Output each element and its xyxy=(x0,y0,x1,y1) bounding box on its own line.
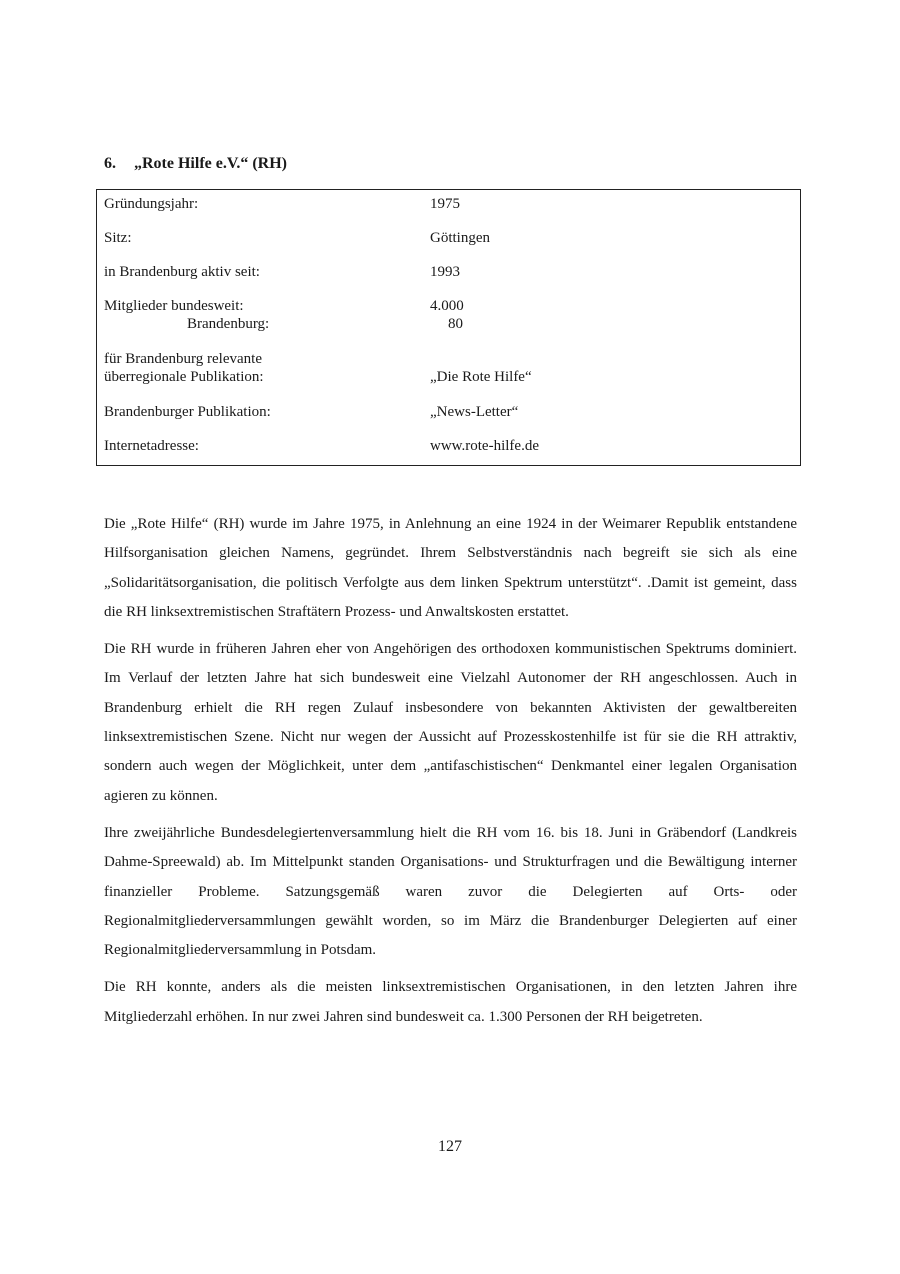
fact-label-publication xyxy=(104,350,264,386)
fact-value-founding: 1975 xyxy=(430,196,460,212)
paragraph: Ihre zweijährliche Bundesdelegiertenversammlung hielt die RH vom 16. bis 18. Juni in Gräbendorf (Landkreis Dahme-Spreewald) ab. Im Mittelpunkt standen Organisations- und Strukturfragen und die Bewältigung interner finanzieller Probleme. Satzungsgemäß waren zuvor die Delegierten auf Orts- oder Regionalmitgliederversammlungen gewählt worden, so im März die Brandenburger Delegierten auf einer Regionalmitgliederversammlung in Potsdam. xyxy=(104,824,797,959)
fact-label-members-bb: Brandenburg: xyxy=(187,316,270,332)
fact-label-founding: Gründungsjahr: xyxy=(104,196,199,212)
paragraph: Die „Rote Hilfe“ (RH) wurde im Jahre 1975, in Anlehnung an eine 1924 in der Weimarer Republik entstandene Hilfsorganisation gleichen Namens, gegründet. Ihrem Selbstverständnis nach begreift sie sich als eine „Solidaritätsorganisation, die politisch Verfolgte aus dem linken Spektrum unterstützt“. .Damit ist gemeint, dass die RH linksextremistischen Straftätern Prozess- und Anwaltskosten erstattet. xyxy=(104,516,797,620)
fact-value-seat: Göttingen xyxy=(430,230,490,246)
section-number: 6. xyxy=(104,155,116,172)
fact-label-seat: Sitz: xyxy=(104,230,132,246)
fact-value-members-federal: 4.000 xyxy=(430,298,464,314)
fact-value-web: www.rote-hilfe.de xyxy=(430,438,539,454)
fact-value-bb-publication: „News-Letter“ xyxy=(430,404,519,420)
fact-value-publication: „Die Rote Hilfe“ xyxy=(430,369,532,385)
fact-label-publication-1: für Brandenburg relevante xyxy=(104,351,262,367)
body-text xyxy=(104,510,797,1040)
fact-label-active: in Brandenburg aktiv seit: xyxy=(104,264,260,280)
fact-value-members-bb: 80 xyxy=(448,316,463,332)
page-number: 127 xyxy=(438,1138,462,1155)
fact-label-web: Internetadresse: xyxy=(104,438,199,454)
fact-label-publication-2: überregionale Publikation: xyxy=(104,369,264,385)
fact-value-members xyxy=(430,297,464,333)
fact-value-active: 1993 xyxy=(430,264,460,280)
paragraph: Die RH konnte, anders als die meisten linksextremistischen Organisationen, in den letzten Jahren ihre Mitgliederzahl erhöhen. In nur zwei Jahren sind bundesweit ca. 1.300 Personen der RH beigetreten. xyxy=(104,979,797,1025)
section-title: „Rote Hilfe e.V.“ (RH) xyxy=(134,155,287,172)
fact-box xyxy=(96,189,801,466)
section-heading xyxy=(104,155,287,173)
fact-label-members xyxy=(104,297,269,333)
fact-label-bb-publication: Brandenburger Publikation: xyxy=(104,404,271,420)
paragraph: Die RH wurde in früheren Jahren eher von Angehörigen des orthodoxen kommunistischen Spektrums dominiert. Im Verlauf der letzten Jahre hat sich bundesweit eine Vielzahl Autonomer der RH angeschlossen. Auch in Brandenburg erhielt die RH regen Zulauf insbesondere von bekannten Aktivisten der gewaltbereiten linksextremistischen Szene. Nicht nur wegen der Aussicht auf Prozesskostenhilfe ist für sie die RH attraktiv, sondern auch wegen der Möglichkeit, unter dem „antifaschistischen“ Denkmantel einer legalen Organisation agieren zu können. xyxy=(104,641,797,804)
fact-label-members-federal: Mitglieder bundesweit: xyxy=(104,298,244,314)
